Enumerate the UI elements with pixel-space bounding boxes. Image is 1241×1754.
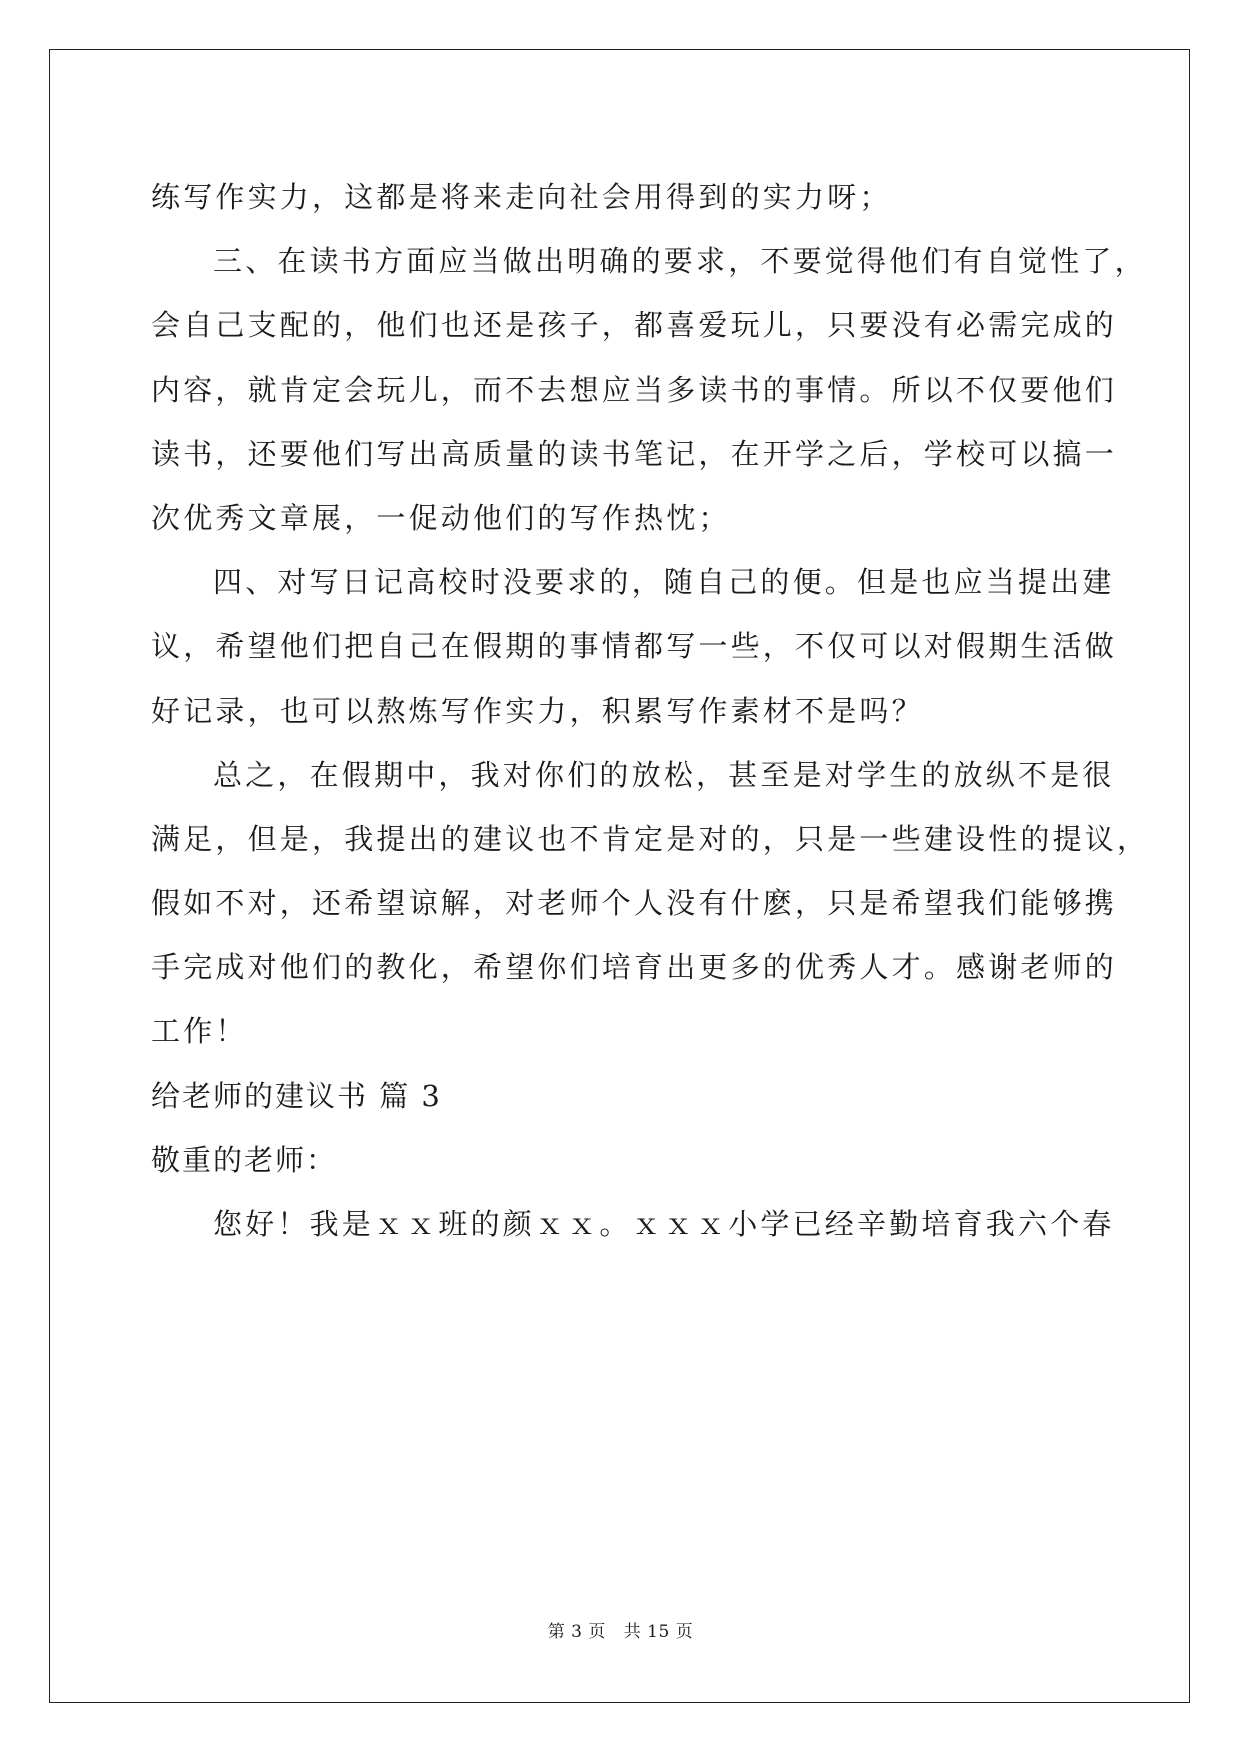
paragraph-line: 内容，就肯定会玩儿，而不去想应当多读书的事情。所以不仅要他们 <box>151 372 1118 407</box>
paragraph-line: 次优秀文章展，一促动他们的写作热忱； <box>151 500 731 535</box>
document-body <box>151 165 1150 1256</box>
paragraph-line: 假如不对，还希望谅解，对老师个人没有什麽，只是希望我们能够携 <box>151 886 1118 921</box>
paragraph-line: 您好！我是ｘｘ班的颜ｘｘ。ｘｘｘ小学已经辛勤培育我六个春 <box>213 1207 1115 1241</box>
page-total: 共 15 页 <box>623 1622 694 1642</box>
paragraph-line: 满足，但是，我提出的建议也不肯定是对的，只是一些建设性的提议， <box>151 821 1150 856</box>
paragraph-line: 三、在读书方面应当做出明确的要求，不要觉得他们有自觉性了， <box>213 244 1147 279</box>
paragraph-line: 四、对写日记高校时没要求的，随自己的便。但是也应当提出建 <box>213 565 1115 600</box>
paragraph-line: 总之，在假期中，我对你们的放松，甚至是对学生的放纵不是很 <box>213 757 1115 792</box>
section-heading: 给老师的建议书 篇 3 <box>151 1078 442 1113</box>
page-number: 第 3 页 <box>547 1622 606 1642</box>
paragraph-line: 会自己支配的，他们也还是孩子，都喜爱玩儿，只要没有必需完成的 <box>151 308 1118 343</box>
paragraph-line: 手完成对他们的教化，希望你们培育出更多的优秀人才。感谢老师的 <box>151 950 1118 985</box>
paragraph-line: 练写作实力，这都是将来走向社会用得到的实力呀； <box>151 180 892 214</box>
paragraph-line: 好记录，也可以熬炼写作实力，积累写作素材不是吗？ <box>151 693 924 728</box>
paragraph-line: 工作！ <box>151 1014 248 1049</box>
page-footer <box>0 1617 1241 1642</box>
paragraph-line: 议，希望他们把自己在假期的事情都写一些，不仅可以对假期生活做 <box>151 629 1118 664</box>
paragraph-line: 读书，还要他们写出高质量的读书笔记，在开学之后，学校可以搞一 <box>151 436 1118 471</box>
salutation: 敬重的老师： <box>151 1142 338 1177</box>
